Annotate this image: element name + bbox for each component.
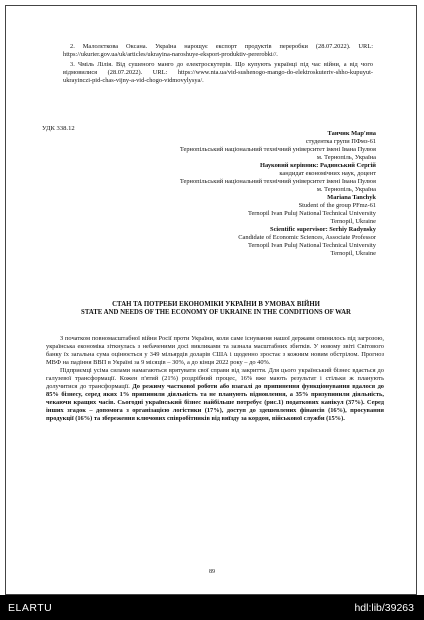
author-city-ua: м. Тернопіль, Україна [316, 154, 376, 161]
author-position-en: Student of the group PFmz-61 [298, 202, 376, 209]
supervisor-university-ua: Тернопільський національний технічний університет імені Івана Пулюя [179, 178, 376, 185]
page-number: 89 [209, 569, 215, 575]
handle-id: hdl:lib/39263 [354, 602, 414, 614]
references-list [63, 43, 373, 87]
title-ua: СТАН ТА ПОТРЕБИ ЕКОНОМІКИ УКРАЇНИ В УМОВАХ ВІЙНИ [112, 301, 320, 308]
reference-item: 2. Малолєткова Оксана. Україна нарощує експорт продуктів переробки (28.07.2022). URL: https://ukurier.gov.ua/uk/articles/ukrayina-naroshuye-eksport-produktiv-pererobki//. [63, 43, 373, 58]
author-name-ua: Танчик Мар'яна [327, 130, 376, 137]
supervisor-name-en: Scientific supervisor: Serhiy Radynsky [270, 226, 376, 233]
paragraph-text: Підприємці усіма силами намагаються врятувати свої справи від закриття. Для цього український бізнес вдається до галузевої трансформації. Кожен п'ятий (21%) роздрібний процес, 16% вже мають результат і стільки ж планують долучитися до трансформації. [46, 367, 384, 390]
reference-item: 3. Чміль Лілія. Від сушеного манго до електроскутерів. Що купують українці під час війни, а від чого відмовилися (28.07.2022). URL: https://www.nta.ua/vid-sushenogo-mango-do-elektroskuteriv-shho-kupuyut-ukrayinczi-pid-chas-vijny-a-vid-chogo-vidmovylysya/. [63, 61, 373, 84]
udc-code: УДК 338.12 [42, 125, 75, 132]
supervisor-city-ua: м. Тернопіль, Україна [316, 186, 376, 193]
repository-name: ELARTU [8, 602, 53, 614]
paper-page [5, 5, 417, 595]
author-block [76, 130, 376, 258]
supervisor-university-en: Ternopil Ivan Puluj National Technical University [247, 242, 376, 249]
supervisor-position-en: Candidate of Economic Sciences, Associate Professor [238, 234, 376, 241]
supervisor-name-ua: Науковий керівник: Радинський Сергій [260, 162, 376, 169]
body-paragraph [46, 367, 384, 423]
body-text [46, 335, 384, 423]
body-paragraph: З початком повномасштабної війни Росії проти України, коли саме існування нашої держави опинилось під загрозою, українська економіка зіткнулась з небаченими досі викликами та зазнала масштабних збитків. У новому звіті Світового банку їх загальна сума оцінюється у 349 мільярдів доларів США і щоденно зростає з кожним новим обстрілом. Прогноз МВФ на падіння ВВП в Україні за 9 місяців – 30%, а до кінця 2022 року – до 40%. [46, 335, 384, 366]
supervisor-position-ua: кандидат економічних наук, доцент [279, 170, 376, 177]
repository-footer [0, 595, 424, 620]
author-university-ua: Тернопільський національний технічний університет імені Івана Пулюя [179, 146, 376, 153]
author-name-en: Mariana Tanchyk [327, 194, 376, 201]
author-university-en: Ternopil Ivan Puluj National Technical University [247, 210, 376, 217]
supervisor-city-en: Ternopil, Ukraine [330, 250, 376, 257]
author-position-ua: студентка групи ПФмз-61 [305, 138, 376, 145]
paper-title [46, 301, 386, 317]
author-city-en: Ternopil, Ukraine [330, 218, 376, 225]
paragraph-bold-text: До режиму часткової роботи або взагалі до припинення функціонування вдалося до 85% бізнесу, серед яких 1% припинили діяльність та не планують відновлення, а 35% призупинили діяльність, чекаючи кращих часів. Сьогодні український бізнес найбільше потребує (рис.1) податкових канікул (37%). Серед інших згадок – допомога з організацією логістики (17%), доступ до здешевлених фінансів (16%), просування продукції (16%) та збереження ключових співробітників від виїзду за кордон, військової служби (15%). [46, 383, 385, 422]
title-en: STATE AND NEEDS OF THE ECONOMY OF UKRAINE IN THE CONDITIONS OF WAR [81, 309, 351, 317]
